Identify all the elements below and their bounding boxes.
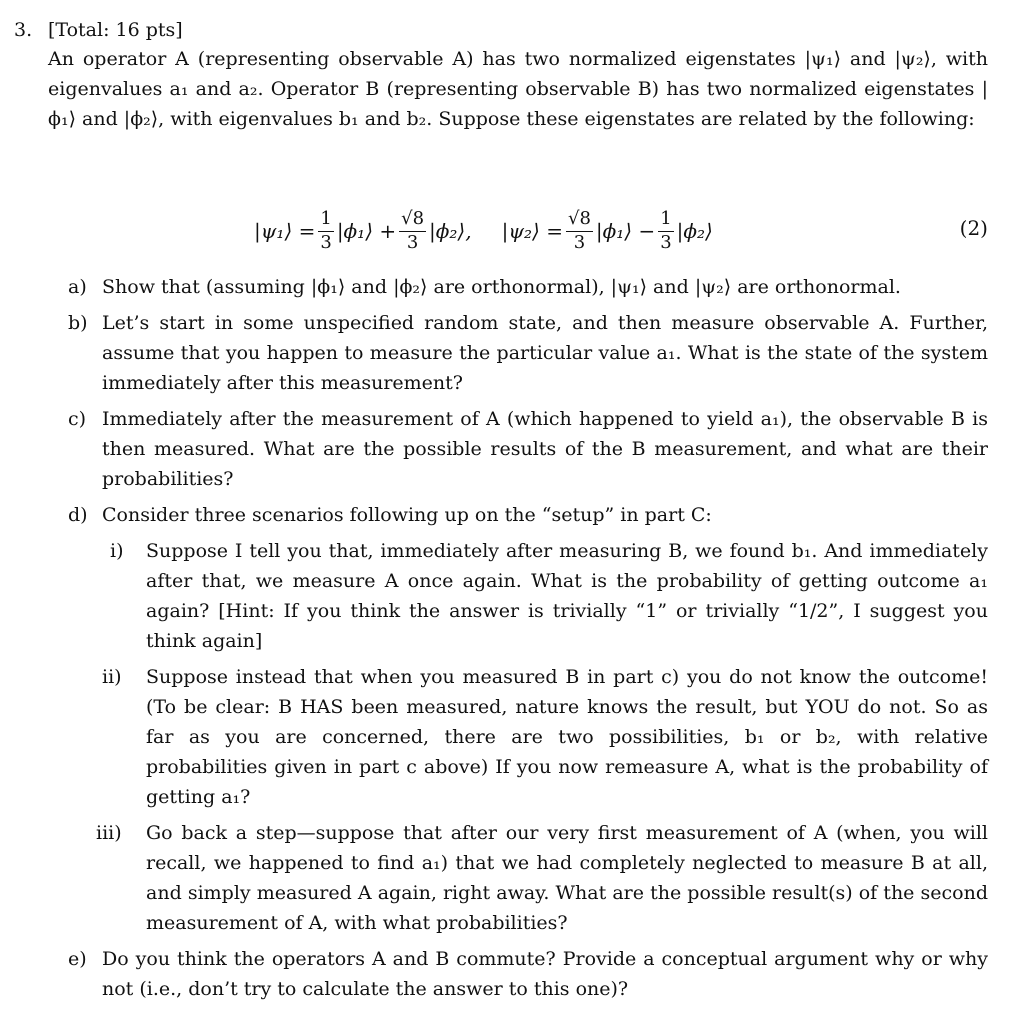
part-c-label: c) [68, 408, 87, 430]
part-b-label: b) [68, 312, 88, 334]
eq-term-phi2: |ϕ₂⟩, [429, 219, 472, 243]
part-a-text: Show that (assuming |ϕ₁⟩ and |ϕ₂⟩ are orthonormal), |ψ₁⟩ and |ψ₂⟩ are orthonormal. [102, 276, 901, 298]
eq-frac4-numerator: 1 [658, 208, 673, 232]
equation-2 [48, 196, 988, 266]
part-b-text: Let’s start in some unspecified random state, and then measure observable A. Further, assume that you happen to measure the particular value a₁. What is the state of the system immediately after this measurement? [102, 312, 988, 394]
part-d-label: d) [68, 504, 88, 526]
eq-fraction-2 [399, 208, 426, 254]
eq-lhs-psi2: |ψ₂⟩ = [501, 219, 563, 243]
part-d-ii-label: ii) [102, 666, 122, 688]
eq-term-phi1: |ϕ₁⟩ + [336, 219, 397, 243]
part-d-text: Consider three scenarios following up on the “setup” in part C: [102, 504, 712, 526]
part-d-iii [96, 818, 988, 938]
equation-body [254, 196, 713, 266]
part-c [68, 404, 988, 494]
part-e [68, 944, 988, 1004]
part-d-i [102, 536, 988, 656]
part-a [68, 272, 988, 302]
eq-frac1-denominator: 3 [320, 232, 332, 253]
part-d-iii-text: Go back a step—suppose that after our very first measurement of A (when, you will recall, we happened to find a₁) that we had completely neglected to measure B at all, and simply measured A again, right away. What are the possible result(s) of the second measurement of A, with what probabilities? [146, 822, 988, 934]
part-d-ii [102, 662, 988, 812]
question-header: [Total: 16 pts] [48, 19, 183, 41]
question-intro: An operator A (representing observable A) has two normalized eigenstates |ψ₁⟩ and |ψ₂⟩, with eigenvalues a₁ and a₂. Operator B (representing observable B) has two normalized eigenstates |ϕ₁⟩ and |ϕ₂⟩, with eigenvalues b₁ and b₂. Suppose these eigenstates are related by the following: [48, 48, 988, 130]
part-d-i-label: i) [110, 540, 124, 562]
part-e-label: e) [68, 948, 87, 970]
part-c-text: Immediately after the measurement of A (which happened to yield a₁), the observable B is then measured. What are the possible results of the B measurement, and what are their probabilities? [102, 408, 988, 490]
part-d-i-text: Suppose I tell you that, immediately after measuring B, we found b₁. And immediately after that, we measure A once again. What is the probability of getting outcome a₁ again? [Hint: If you think the answer is trivially “1” or trivially “1/2”, I suggest you think again] [146, 540, 988, 652]
eq-term-phi1-b: |ϕ₁⟩ − [595, 219, 656, 243]
question-parts [68, 272, 988, 1010]
eq-frac2-denominator: 3 [406, 232, 419, 253]
eq-lhs-psi1: |ψ₁⟩ = [254, 219, 316, 243]
eq-fraction-3 [566, 208, 593, 254]
eq-frac1-numerator: 1 [318, 208, 333, 232]
part-b [68, 308, 988, 398]
eq-fraction-4 [658, 208, 673, 254]
eq-fraction-1 [318, 208, 333, 254]
eq-frac4-denominator: 3 [660, 232, 672, 253]
part-d [68, 500, 988, 938]
part-d-iii-label: iii) [96, 822, 122, 844]
eq-term-phi2-b: |ϕ₂⟩ [676, 219, 713, 243]
eq-frac3-numerator: √8 [566, 208, 593, 232]
question-number: 3. [14, 19, 33, 41]
part-a-label: a) [68, 276, 87, 298]
part-e-text: Do you think the operators A and B commute? Provide a conceptual argument why or why not (i.e., don’t try to calculate the answer to this one)? [102, 948, 988, 1000]
part-d-ii-text: Suppose instead that when you measured B in part c) you do not know the outcome! (To be clear: B HAS been measured, nature knows the result, but YOU do not. So as far as you are concerned, there are two possibilities, b₁ or b₂, with relative probabilities given in part c above) If you now remeasure A, what is the probability of getting a₁? [146, 666, 988, 808]
eq-frac3-denominator: 3 [573, 232, 586, 253]
eq-frac2-numerator: √8 [399, 208, 426, 232]
equation-number: (2) [959, 216, 988, 240]
